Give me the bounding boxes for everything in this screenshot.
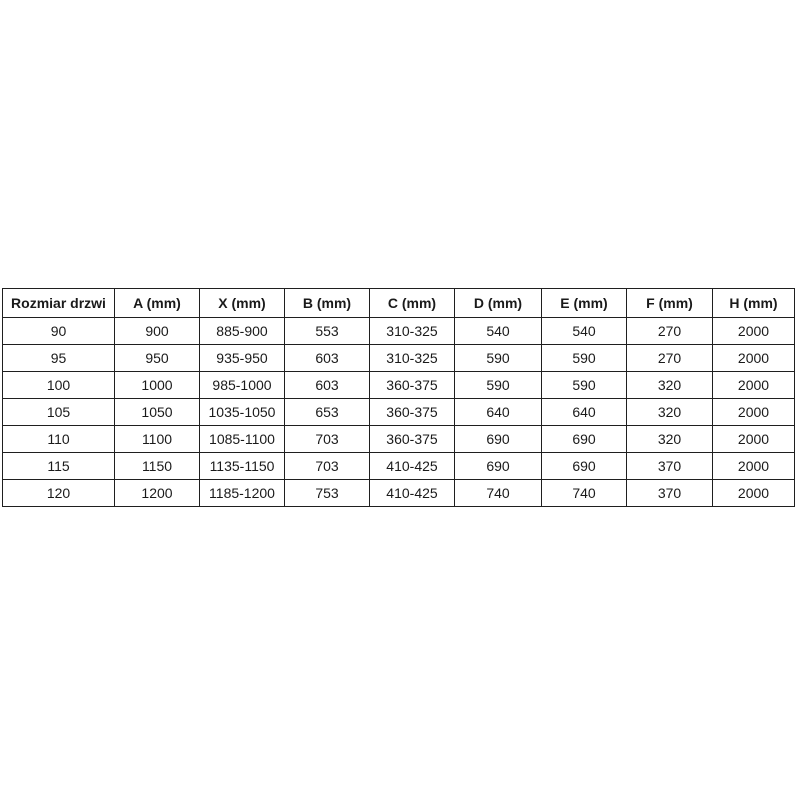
table-cell: 985-1000 — [200, 372, 285, 399]
table-cell: 310-325 — [370, 318, 455, 345]
table-cell: 2000 — [713, 399, 795, 426]
table-cell: 370 — [627, 453, 713, 480]
table-cell: 95 — [3, 345, 115, 372]
table-cell: 110 — [3, 426, 115, 453]
table-cell: 1150 — [115, 453, 200, 480]
table-cell: 590 — [455, 372, 542, 399]
table-cell: 553 — [285, 318, 370, 345]
table-cell: 640 — [455, 399, 542, 426]
door-dimensions-table — [2, 288, 795, 507]
table-cell: 105 — [3, 399, 115, 426]
table-cell: 703 — [285, 426, 370, 453]
table-cell: 2000 — [713, 372, 795, 399]
table-cell: 100 — [3, 372, 115, 399]
table-body — [3, 318, 795, 507]
table-row — [3, 399, 795, 426]
table-cell: 590 — [455, 345, 542, 372]
table-cell: 1200 — [115, 480, 200, 507]
column-header: D (mm) — [455, 289, 542, 318]
column-header: E (mm) — [542, 289, 627, 318]
table-cell: 2000 — [713, 426, 795, 453]
table-cell: 320 — [627, 426, 713, 453]
table-cell: 603 — [285, 345, 370, 372]
column-header: X (mm) — [200, 289, 285, 318]
table-cell: 885-900 — [200, 318, 285, 345]
table-cell: 2000 — [713, 480, 795, 507]
table-cell: 900 — [115, 318, 200, 345]
table-cell: 540 — [542, 318, 627, 345]
table-row — [3, 345, 795, 372]
column-header: C (mm) — [370, 289, 455, 318]
table-cell: 2000 — [713, 453, 795, 480]
table-container — [2, 288, 796, 507]
column-header: B (mm) — [285, 289, 370, 318]
table-cell: 590 — [542, 345, 627, 372]
table-cell: 120 — [3, 480, 115, 507]
table-cell: 1135-1150 — [200, 453, 285, 480]
table-cell: 753 — [285, 480, 370, 507]
table-row — [3, 372, 795, 399]
table-head — [3, 289, 795, 318]
table-cell: 2000 — [713, 318, 795, 345]
table-row — [3, 318, 795, 345]
table-cell: 2000 — [713, 345, 795, 372]
table-cell: 370 — [627, 480, 713, 507]
table-row — [3, 453, 795, 480]
table-cell: 950 — [115, 345, 200, 372]
table-cell: 740 — [455, 480, 542, 507]
table-cell: 360-375 — [370, 426, 455, 453]
table-cell: 270 — [627, 345, 713, 372]
table-cell: 410-425 — [370, 480, 455, 507]
table-cell: 360-375 — [370, 399, 455, 426]
table-cell: 360-375 — [370, 372, 455, 399]
table-cell: 410-425 — [370, 453, 455, 480]
table-cell: 1100 — [115, 426, 200, 453]
table-cell: 603 — [285, 372, 370, 399]
table-cell: 90 — [3, 318, 115, 345]
column-header: H (mm) — [713, 289, 795, 318]
table-cell: 320 — [627, 399, 713, 426]
table-cell: 640 — [542, 399, 627, 426]
table-cell: 320 — [627, 372, 713, 399]
column-header: Rozmiar drzwi — [3, 289, 115, 318]
table-cell: 1185-1200 — [200, 480, 285, 507]
table-cell: 935-950 — [200, 345, 285, 372]
table-cell: 690 — [455, 453, 542, 480]
table-cell: 590 — [542, 372, 627, 399]
table-row — [3, 480, 795, 507]
table-cell: 703 — [285, 453, 370, 480]
table-cell: 690 — [542, 426, 627, 453]
table-row — [3, 426, 795, 453]
table-cell: 540 — [455, 318, 542, 345]
table-cell: 740 — [542, 480, 627, 507]
table-cell: 690 — [542, 453, 627, 480]
table-cell: 1000 — [115, 372, 200, 399]
column-header: A (mm) — [115, 289, 200, 318]
table-cell: 115 — [3, 453, 115, 480]
header-row — [3, 289, 795, 318]
table-cell: 1085-1100 — [200, 426, 285, 453]
table-cell: 270 — [627, 318, 713, 345]
table-cell: 1035-1050 — [200, 399, 285, 426]
column-header: F (mm) — [627, 289, 713, 318]
table-cell: 690 — [455, 426, 542, 453]
table-cell: 653 — [285, 399, 370, 426]
table-cell: 1050 — [115, 399, 200, 426]
table-cell: 310-325 — [370, 345, 455, 372]
